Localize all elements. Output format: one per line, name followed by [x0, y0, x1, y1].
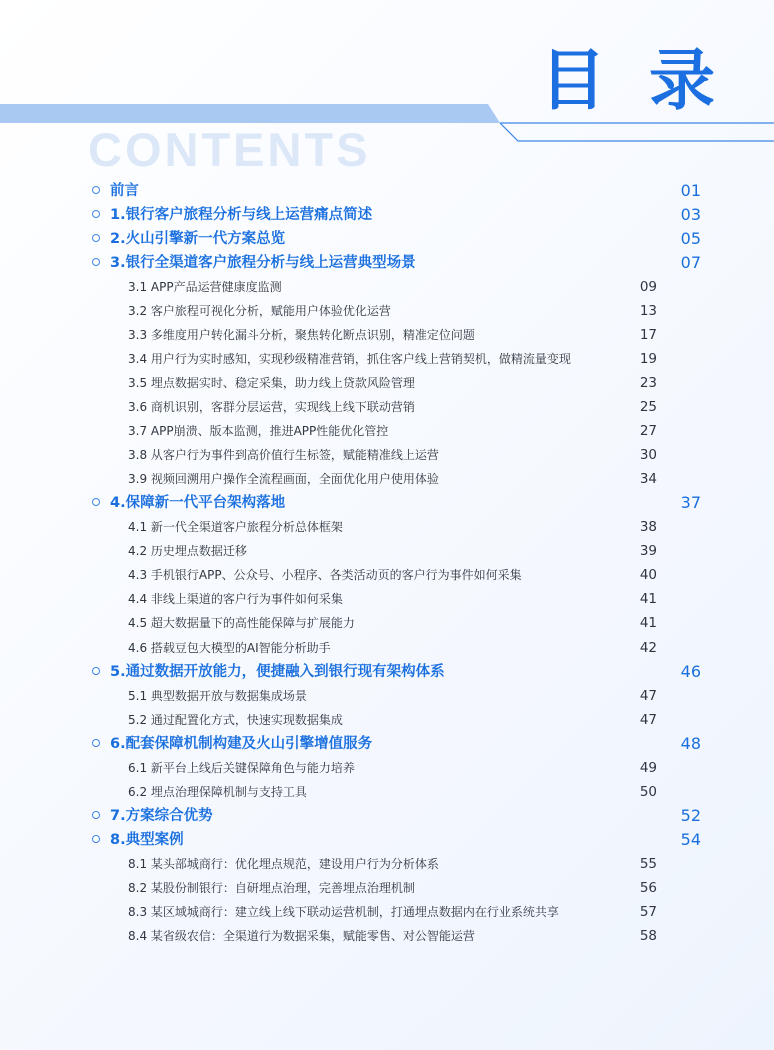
- toc-entry-page: 42: [639, 640, 657, 656]
- toc-entry-label: 3.3 多维度用户转化漏斗分析，聚焦转化断点识别，精准定位问题: [128, 328, 475, 342]
- toc-entry-page: 30: [639, 447, 657, 463]
- toc-section-row[interactable]: [0, 468, 774, 490]
- toc-entry-label: 6.1 新平台上线后关键保障角色与能力培养: [128, 761, 355, 775]
- toc-section-row[interactable]: [0, 588, 774, 610]
- toc-section-row[interactable]: [0, 901, 774, 923]
- toc-entry-label: 8.2 某股份制银行：自研埋点治理，完善埋点治理机制: [128, 881, 415, 895]
- toc-entry-label: 3.4 用户行为实时感知，实现秒级精准营销，抓住客户线上营销契机，做精流量变现: [128, 352, 571, 366]
- toc-entry-label: 4.1 新一代全渠道客户旅程分析总体框架: [128, 520, 343, 534]
- toc-entry-page: 57: [639, 904, 657, 920]
- toc-entry-page: 09: [639, 279, 657, 295]
- toc-entry-page: 54: [680, 830, 701, 849]
- toc-entry-page: 25: [639, 399, 657, 415]
- toc-entry-label: 7.方案综合优势: [110, 808, 213, 824]
- toc-entry-page: 23: [639, 375, 657, 391]
- toc-section-row[interactable]: [0, 781, 774, 803]
- toc-entry-page: 52: [680, 806, 701, 825]
- toc-section-row[interactable]: [0, 396, 774, 418]
- toc-chapter-row[interactable]: [0, 252, 774, 274]
- toc-chapter-row[interactable]: [0, 661, 774, 683]
- toc-section-row[interactable]: [0, 372, 774, 394]
- page-title: 目 录: [540, 42, 725, 119]
- toc-chapter-row[interactable]: [0, 829, 774, 851]
- circle-bullet-icon: [92, 811, 100, 819]
- toc-entry-page: 49: [639, 760, 657, 776]
- toc-chapter-row[interactable]: [0, 228, 774, 250]
- toc-entry-label: 3.9 视频回溯用户操作全流程画面，全面优化用户使用体验: [128, 472, 439, 486]
- circle-bullet-icon: [92, 835, 100, 843]
- toc-section-row[interactable]: [0, 564, 774, 586]
- toc-entry-page: 27: [639, 423, 657, 439]
- toc-entry-page: 07: [680, 253, 701, 272]
- toc-entry-label: 5.通过数据开放能力，便捷融入到银行现有架构体系: [110, 664, 445, 680]
- toc-section-row[interactable]: [0, 877, 774, 899]
- toc-chapter-row[interactable]: [0, 492, 774, 514]
- toc-section-row[interactable]: [0, 540, 774, 562]
- toc-entry-label: 4.5 超大数据量下的高性能保障与扩展能力: [128, 616, 355, 630]
- toc-entry-page: 56: [639, 880, 657, 896]
- circle-bullet-icon: [92, 210, 100, 218]
- toc-entry-label: 1.银行客户旅程分析与线上运营痛点简述: [110, 207, 373, 223]
- toc-entry-label: 4.2 历史埋点数据迁移: [128, 544, 247, 558]
- toc-section-row[interactable]: [0, 757, 774, 779]
- toc-section-row[interactable]: [0, 853, 774, 875]
- toc-section-row[interactable]: [0, 300, 774, 322]
- toc-section-row[interactable]: [0, 709, 774, 731]
- toc-entry-page: 40: [639, 567, 657, 583]
- toc-section-row[interactable]: [0, 324, 774, 346]
- toc-entry-label: 3.6 商机识别，客群分层运营，实现线上线下联动营销: [128, 400, 415, 414]
- toc-entry-page: 58: [639, 928, 657, 944]
- toc-entry-page: 03: [680, 205, 701, 224]
- toc-entry-page: 05: [680, 229, 701, 248]
- toc-chapter-row[interactable]: [0, 204, 774, 226]
- toc-entry-page: 17: [639, 327, 657, 343]
- toc-section-row[interactable]: [0, 420, 774, 442]
- toc-entry-page: 38: [639, 519, 657, 535]
- toc-entry-label: 3.5 埋点数据实时、稳定采集，助力线上贷款风险管理: [128, 376, 415, 390]
- toc-chapter-row[interactable]: [0, 733, 774, 755]
- toc-entry-label: 6.配套保障机制构建及火山引擎增值服务: [110, 736, 373, 752]
- toc-entry-label: 8.典型案例: [110, 832, 184, 848]
- toc-entry-page: 46: [680, 662, 701, 681]
- toc-entry-page: 34: [639, 471, 657, 487]
- toc-entry-label: 8.4 某省级农信：全渠道行为数据采集，赋能零售、对公智能运营: [128, 929, 475, 943]
- toc-section-row[interactable]: [0, 612, 774, 634]
- toc-entry-page: 01: [680, 181, 701, 200]
- circle-bullet-icon: [92, 498, 100, 506]
- toc-section-row[interactable]: [0, 276, 774, 298]
- toc-entry-label: 4.6 搭载豆包大模型的AI智能分析助手: [128, 641, 331, 655]
- toc-section-row[interactable]: [0, 637, 774, 659]
- toc-section-row[interactable]: [0, 444, 774, 466]
- toc-entry-page: 47: [639, 712, 657, 728]
- toc-section-row[interactable]: [0, 925, 774, 947]
- toc-entry-page: 39: [639, 543, 657, 559]
- toc-entry-page: 13: [639, 303, 657, 319]
- toc-entry-label: 3.8 从客户行为事件到高价值行生标签，赋能精准线上运营: [128, 448, 439, 462]
- toc-entry-label: 4.保障新一代平台架构落地: [110, 495, 286, 511]
- toc-entry-label: 4.4 非线上渠道的客户行为事件如何采集: [128, 592, 343, 606]
- toc-entry-label: 3.1 APP产品运营健康度监测: [128, 280, 282, 294]
- toc-section-row[interactable]: [0, 348, 774, 370]
- toc-entry-label: 3.银行全渠道客户旅程分析与线上运营典型场景: [110, 255, 416, 271]
- circle-bullet-icon: [92, 186, 100, 194]
- circle-bullet-icon: [92, 739, 100, 747]
- toc-entry-label: 6.2 埋点治理保障机制与支持工具: [128, 785, 307, 799]
- toc-entry-page: 19: [639, 351, 657, 367]
- circle-bullet-icon: [92, 234, 100, 242]
- toc-entry-label: 前言: [110, 183, 139, 199]
- toc-entry-label: 8.3 某区域城商行：建立线上线下联动运营机制，打通埋点数据内在行业系统共享: [128, 905, 559, 919]
- toc-entry-page: 41: [639, 615, 657, 631]
- circle-bullet-icon: [92, 258, 100, 266]
- toc-section-row[interactable]: [0, 685, 774, 707]
- toc-entry-page: 37: [680, 493, 701, 512]
- toc-entry-page: 47: [639, 688, 657, 704]
- toc-entry-label: 5.2 通过配置化方式，快速实现数据集成: [128, 713, 343, 727]
- toc-entry-page: 55: [639, 856, 657, 872]
- toc-entry-label: 8.1 某头部城商行：优化埋点规范，建设用户行为分析体系: [128, 857, 439, 871]
- toc-entry-page: 50: [639, 784, 657, 800]
- toc-entry-label: 4.3 手机银行APP、公众号、小程序、各类活动页的客户行为事件如何采集: [128, 568, 522, 582]
- toc-chapter-row[interactable]: [0, 180, 774, 202]
- toc-entry-page: 41: [639, 591, 657, 607]
- toc-entry-label: 3.7 APP崩溃、版本监测，推进APP性能优化管控: [128, 424, 389, 438]
- toc-chapter-row[interactable]: [0, 805, 774, 827]
- toc-entry-label: 3.2 客户旅程可视化分析，赋能用户体验优化运营: [128, 304, 391, 318]
- toc-entry-label: 5.1 典型数据开放与数据集成场景: [128, 689, 307, 703]
- contents-watermark: CONTENTS: [88, 123, 371, 176]
- toc-entry-label: 2.火山引擎新一代方案总览: [110, 231, 286, 247]
- toc-entry-page: 48: [680, 734, 701, 753]
- circle-bullet-icon: [92, 667, 100, 675]
- toc-section-row[interactable]: [0, 516, 774, 538]
